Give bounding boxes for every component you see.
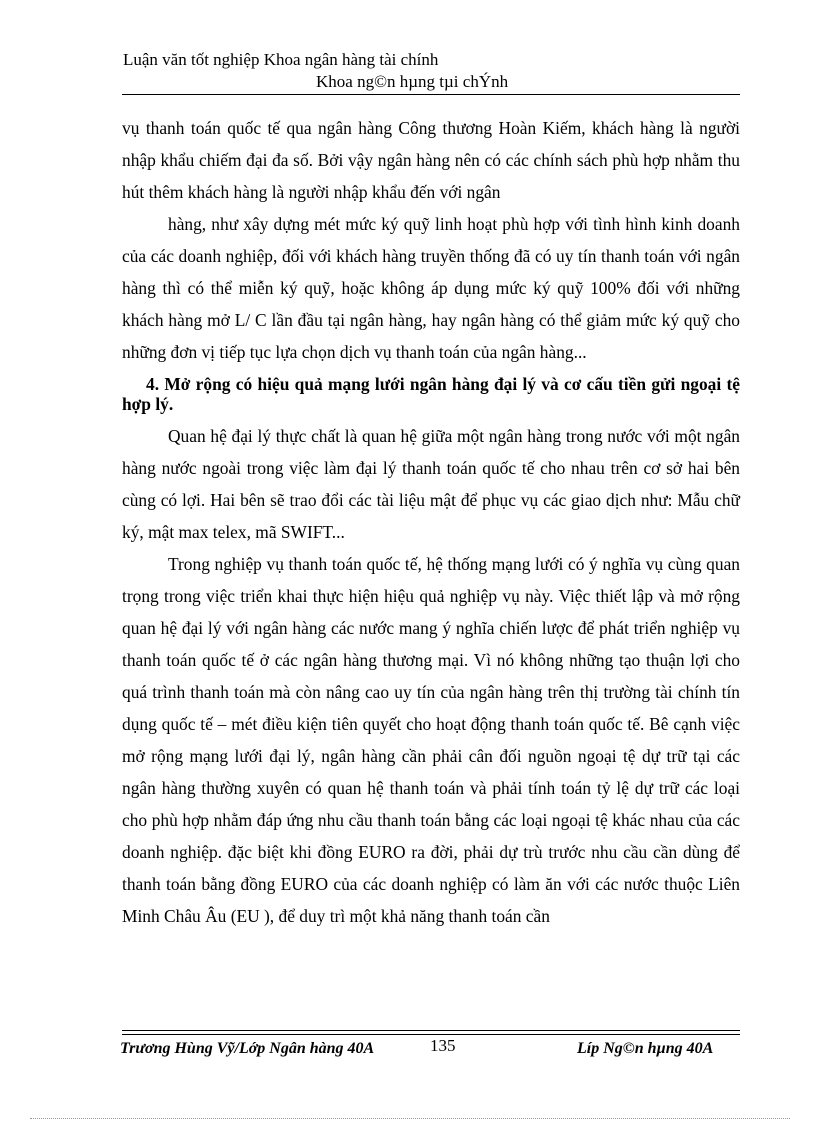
- paragraph-1: vụ thanh toán quốc tế qua ngân hàng Công thương Hoàn Kiếm, khách hàng là người nhập khẩu chiếm đại đa số. Bởi vậy ngân hàng nên có các chính sách phù hợp nhằm thu hút thêm khách hàng là người nhập khẩu đến với ngân: [122, 118, 740, 202]
- header-subtitle: Khoa ng©n hµng tµi chÝnh: [316, 72, 509, 91]
- paragraph-2: hàng, như xây dựng mét mức ký quỹ linh hoạt phù hợp với tình hình kinh doanh của các doanh nghiệp, đối với khách hàng truyền thống đã có uy tín thanh toán với ngân hàng thì có thể miễn ký quỹ, hoặc không áp dụng mức ký quỹ 100% đối với những khách hàng mở L/ C lần đầu tại ngân hàng, hay ngân hàng có thể giảm mức ký quỹ cho những đơn vị tiếp tục lựa chọn dịch vụ thanh toán của ngân hàng...: [122, 214, 740, 362]
- page-edge-divider: [30, 1118, 790, 1119]
- footer-rule-bottom: [122, 1034, 740, 1035]
- footer-rule-top: [122, 1030, 740, 1031]
- paragraph-3: Quan hệ đại lý thực chất là quan hệ giữa một ngân hàng trong nước với một ngân hàng nước ngoài trong việc làm đại lý thanh toán quốc tế cho nhau trên cơ sở hai bên cùng có lợi. Hai bên sẽ trao đổi các tài liệu mật để phục vụ các giao dịch như: Mẫu chữ ký, mật max telex, mã SWIFT...: [122, 426, 740, 542]
- paragraph-4: Trong nghiệp vụ thanh toán quốc tế, hệ thống mạng lưới có ý nghĩa vụ cùng quan trọng trong việc triển khai thực hiện hiệu quả nghiệp vụ này. Việc thiết lập và mở rộng quan hệ đại lý với ngân hàng các nước mang ý nghĩa chiến lược để phát triển nghiệp vụ thanh toán quốc tế ở các ngân hàng thương mại. Vì nó không những tạo thuận lợi cho quá trình thanh toán mà còn nâng cao uy tín của ngân hàng trên thị trường tài chính tín dụng quốc tế – mét điều kiện tiên quyết cho hoạt động thanh toán quốc tế. Bê cạnh việc mở rộng mạng lưới đại lý, ngân hàng cần phải cân đối nguồn ngoại tệ dự trữ tại các ngân hàng thường xuyên có quan hệ thanh toán và phải tính toán tỷ lệ dự trữ các loại cho phù hợp nhằm đáp ứng nhu cầu thanh toán bằng các loại ngoại tệ khác nhau của các doanh nghiệp. đặc biệt khi đồng EURO ra đời, phải dự trù trước nhu cầu cần dùng để thanh toán bằng đồng EURO của các doanh nghiệp có làm ăn với các nước thuộc Liên Minh Châu Âu (EU ), để duy trì một khả năng thanh toán cần: [122, 554, 740, 926]
- footer-class: Líp Ng©n hµng 40A: [577, 1040, 714, 1057]
- footer-author: Trương Hùng Vỹ/Lớp Ngân hàng 40A: [120, 1040, 375, 1057]
- section-heading: 4. Mở rộng có hiệu quả mạng lưới ngân hàng đại lý và cơ cấu tiền gửi ngoại tệ hợp lý.: [122, 374, 740, 414]
- header-rule: [122, 94, 740, 95]
- document-body: [122, 112, 740, 932]
- header-title: Luận văn tốt nghiệp Khoa ngân hàng tài chính: [123, 50, 439, 69]
- page-number: 135: [430, 1036, 456, 1055]
